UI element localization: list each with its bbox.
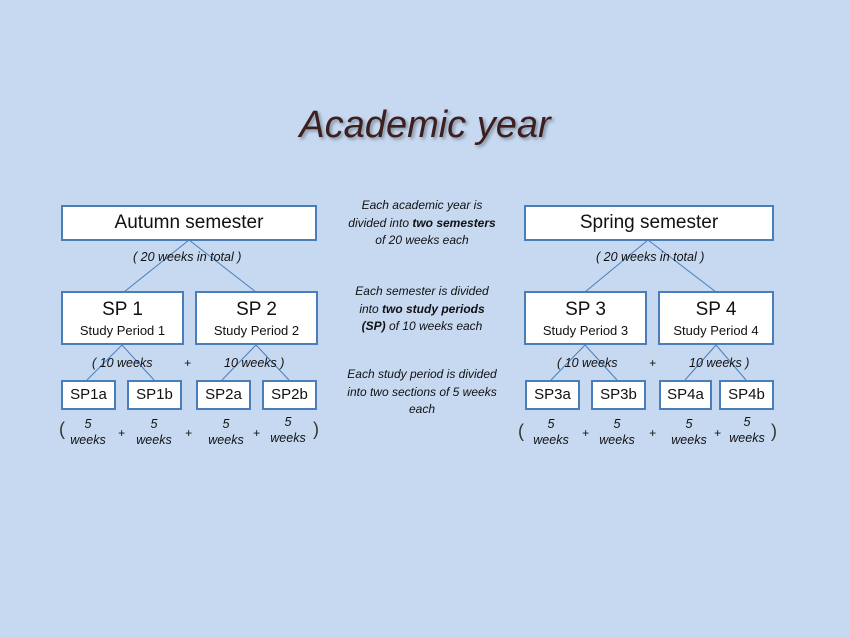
sp4-box (658, 291, 774, 345)
autumn-semester-label: Autumn semester (114, 212, 264, 233)
sp4-name: SP 4 (695, 299, 737, 320)
plus-sign: + (118, 426, 126, 440)
spring-semester-label: Spring semester (579, 212, 719, 233)
sp2-name: SP 2 (236, 299, 277, 320)
connector-line (585, 240, 648, 292)
section-weeks: 5 weeks (599, 417, 635, 447)
section-weeks: 5 weeks (533, 417, 569, 447)
section-weeks: 5 weeks (671, 417, 707, 447)
autumn-weeks-right: 10 weeks ) (224, 356, 285, 370)
sp2b-box: SP2b (262, 380, 317, 410)
sp2a-box: SP2a (196, 380, 251, 410)
plus-sign: + (649, 356, 657, 370)
plus-sign: + (185, 426, 193, 440)
sp1-box (61, 291, 184, 345)
sp4-subtitle: Study Period 4 (673, 323, 759, 338)
sp3-subtitle: Study Period 3 (542, 323, 629, 338)
paren-close: ) (771, 421, 777, 441)
sp3-box (524, 291, 647, 345)
sp3a-box: SP3a (525, 380, 580, 410)
autumn-weeks-left: ( 10 weeks (92, 356, 153, 370)
sp2-box (195, 291, 318, 345)
autumn-semester-box (61, 205, 317, 241)
plus-sign: + (714, 426, 722, 440)
sp1b-box: SP1b (127, 380, 182, 410)
sp1a-box: SP1a (61, 380, 116, 410)
plus-sign: + (649, 426, 657, 440)
plus-sign: + (184, 356, 192, 370)
sp1-subtitle: Study Period 1 (79, 323, 166, 338)
note-study-period: Each study period is divided into two sections of 5 weeks each (347, 367, 497, 416)
spring-weeks-right: 10 weeks ) (689, 356, 750, 370)
sp4a-box: SP4a (659, 380, 712, 410)
sp1-name: SP 1 (102, 299, 143, 320)
sp2-subtitle: Study Period 2 (213, 323, 300, 338)
note-semester: Each semester is divided into two study periods (SP) of 10 weeks each (355, 284, 489, 333)
section-weeks: 5 weeks (70, 417, 106, 447)
sp3b-box: SP3b (591, 380, 646, 410)
note-academic-year: Each academic year is divided into two semesters of 20 weeks each (348, 198, 496, 247)
paren-close: ) (313, 419, 319, 439)
sp3-name: SP 3 (565, 299, 606, 320)
page-title: Academic year (299, 104, 551, 146)
sp4b-box: SP4b (719, 380, 774, 410)
plus-sign: + (253, 426, 261, 440)
spring-weeks-left: ( 10 weeks (557, 356, 618, 370)
spring-total-weeks: ( 20 weeks in total ) (596, 250, 705, 264)
section-weeks: 5 weeks (208, 417, 244, 447)
connector-line (648, 240, 716, 292)
section-weeks: 5 weeks (270, 415, 306, 445)
section-weeks: 5 weeks (136, 417, 172, 447)
paren-open: ( (518, 421, 524, 441)
connector-line (189, 240, 256, 292)
connector-line (124, 240, 189, 292)
spring-semester-box (524, 205, 774, 241)
paren-open: ( (59, 419, 65, 439)
autumn-total-weeks: ( 20 weeks in total ) (133, 250, 242, 264)
plus-sign: + (582, 426, 590, 440)
section-weeks: 5 weeks (729, 415, 765, 445)
